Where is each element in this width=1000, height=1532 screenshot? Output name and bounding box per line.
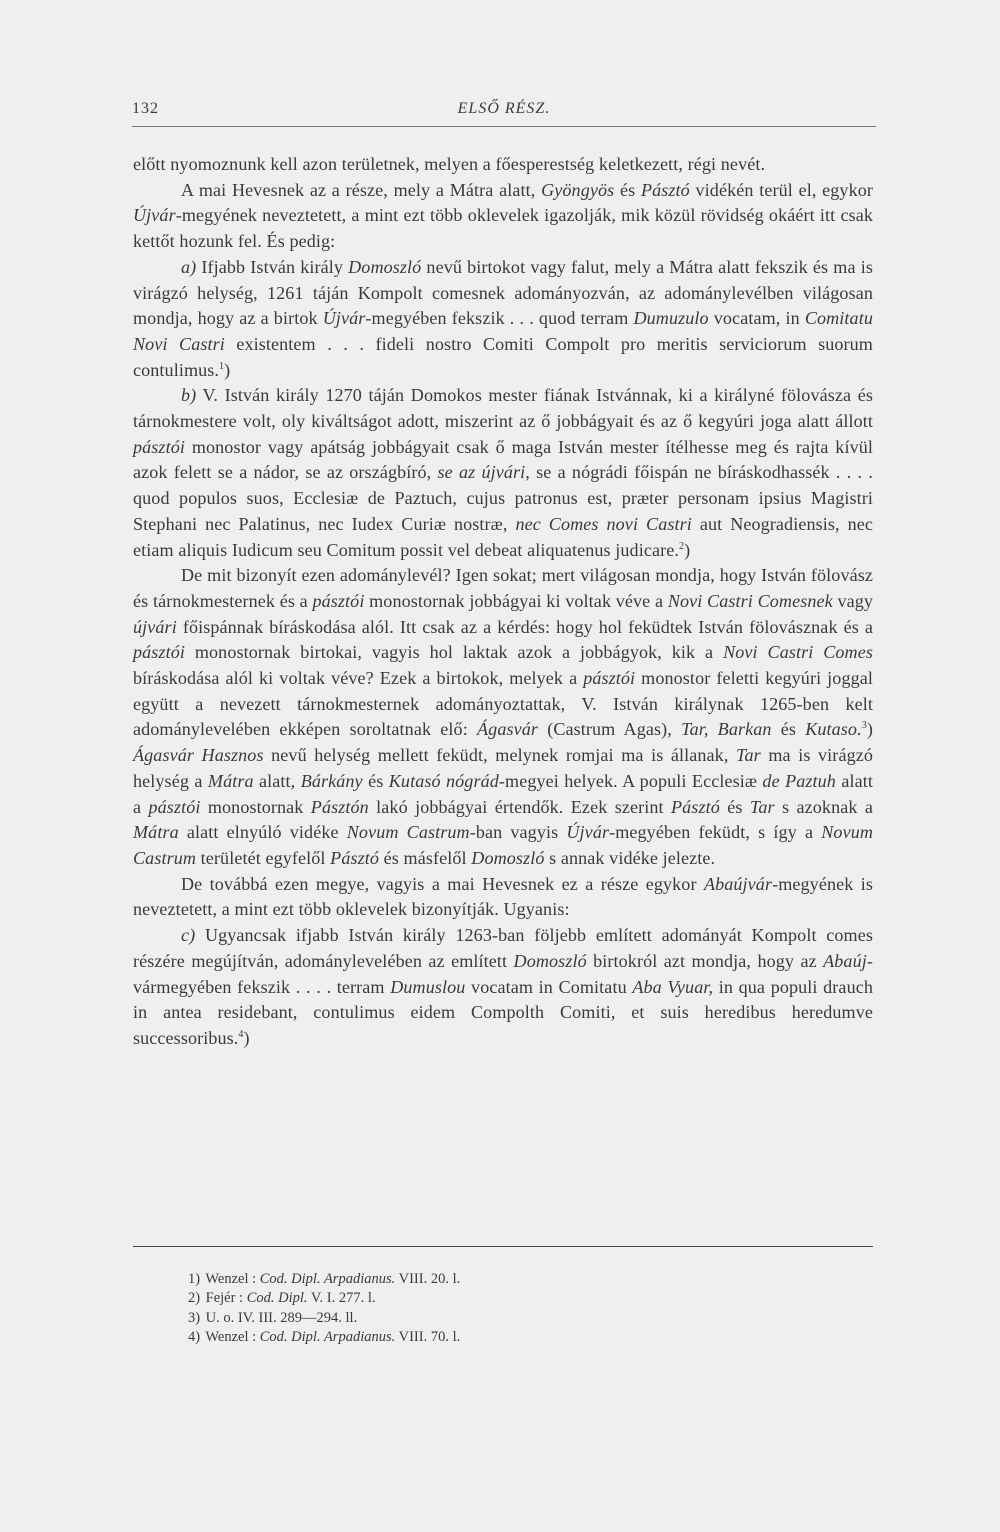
- page-number: 132: [132, 100, 159, 117]
- page-header: [132, 96, 876, 126]
- paragraph-item-c: c) Ugyancsak ifjabb István király 1263-ban följebb említett adományát Kompolt comes részére megújítván, adománylevelében az említett Domoszló birtokról azt mondja, hogy az Abaúj-vármegyében fekszik . . . . terram Dumuslou vocatam in Comitatu Aba Vyuar, in qua populi drauch in antea residebant, contulimus eidem Compolth Comiti, et suis heredibus heredumve successoribus.$^4$): [133, 925, 873, 1048]
- footnote-3: 3) U. o. IV. III. 289—294. ll.: [188, 1309, 358, 1326]
- footnote-ref-3: 3: [861, 720, 867, 732]
- footnote-ref-4: 4: [238, 1028, 244, 1040]
- footnote-2: 2) Fejér : Cod. Dipl. V. I. 277. l.: [188, 1290, 376, 1307]
- paragraph-1: előtt nyomoznunk kell azon területnek, melyen a főesperestség keletkezett, régi nevét.: [133, 154, 766, 174]
- main-text: [133, 152, 873, 1052]
- item-label-c: c): [181, 925, 196, 946]
- header-rule: [132, 126, 876, 127]
- paragraph-item-a: a) Ifjabb István király Domoszló nevű birtokot vagy falut, mely a Mátra alatt fekszik és ma is virágzó helység, 1261 táján Kompolt comesnek adományozván, az adománylevélben világosan mondja, hogy az a birtok Újvár-megyében fekszik . . . quod terram Dumuzulo vocatam, in Comitatu Novi Castri existentem . . . fideli nostro Comiti Compolt pro meritis serviciorum suorum contulimus.$^1$): [133, 256, 873, 380]
- paragraph-item-b: b) V. István király 1270 táján Domokos mester fiának Istvánnak, ki a királyné fölovásza és tárnokmestere volt, oly kiváltságot adott, miszerint az ő jobbágyait és az ő kegyúri joga alatt állott pásztói monostor vagy apátság jobbágyait csak ő maga István mester ítélhesse meg és rajta kívül azok felett se a nádor, se az országbíró, se az újvári, se a nógrádi főispán ne bíráskodhassék . . . . quod populos suos, Ecclesiæ de Paztuch, cujus patronus est, præter personam ipsius Magistri Stephani nec Palatinus, nec Iudex Curiæ nostræ, nec Comes novi Castri aut Neogradiensis, nec etiam aliquis Iudicum seu Comitum possit vel debeat aliquatenus judicare.$^2$): [133, 385, 874, 560]
- item-label-a: a): [181, 256, 197, 277]
- footnotes: [188, 1270, 828, 1348]
- footnote-ref-2: 2: [678, 540, 685, 552]
- footnote-rule: [133, 1246, 873, 1247]
- running-title: ELSŐ RÉSZ.: [457, 100, 551, 117]
- footnote-4: 4) Wenzel : Cod. Dipl. Arpadianus. VIII. 70. l.: [188, 1329, 461, 1346]
- footnote-1: 1) Wenzel : Cod. Dipl. Arpadianus. VIII. 20. l.: [188, 1271, 461, 1287]
- footnote-ref-1: 1: [219, 360, 225, 372]
- item-label-b: b): [181, 385, 197, 406]
- paragraph-6: De továbbá ezen megye, vagyis a mai Hevesnek ez a része egykor Abaújvár-megyének is neveztetett, a mint ezt több oklevelek bizonyítják. Ugyanis:: [133, 873, 874, 920]
- paragraph-5: De mit bizonyít ezen adománylevél? Igen sokat; mert világosan mondja, hogy István fölovász és tárnokmesternek és a pásztói monostornak jobbágyai ki voltak véve a Novi Castri Comesnek vagy újvári főispánnak bíráskodása alól. Itt csak az a kérdés: hogy hol feküdtek István fölovásznak és a pásztói monostornak birtokai, vagyis hol laktak azok a jobbágyok, kik a Novi Castri Comes bíráskodása alól ki voltak véve? Ezek a birtokok, melyek a pásztói monostor feletti kegyúri joggal együtt a nevezett tárnokmesternek adományoztattak, V. István királynak 1265-ben kelt adománylevelében ekképen soroltatnak elő: Ágasvár (Castrum Agas), Tar, Barkan és Kutaso.$^3$) Ágasvár Hasznos nevű helység mellett feküdt, melynek romjai ma is állanak, Tar ma is virágzó helység a Mátra alatt, Bárkány és Kutasó nógrád-megyei helyek. A populi Ecclesiæ de Paztuh alatt a pásztói monostornak Pásztón lakó jobbágyai értendők. Ezek szerint Pásztó és Tar s azoknak a Mátra alatt elnyúló vidéke Novum Castrum-ban vagyis Újvár-megyében feküdt, s így a Novum Castrum területét egyfelől Pásztó és másfelől Domoszló s annak vidéke jelezte.: [133, 565, 874, 868]
- paragraph-2: A mai Hevesnek az a része, mely a Mátra alatt, Gyöngyös és Pásztó vidékén terül el, egykor Újvár-megyének neveztetett, a mint ezt több oklevelek igazolják, mik közül rövidség okáért itt csak kettőt hozunk fel. És pedig:: [133, 179, 873, 252]
